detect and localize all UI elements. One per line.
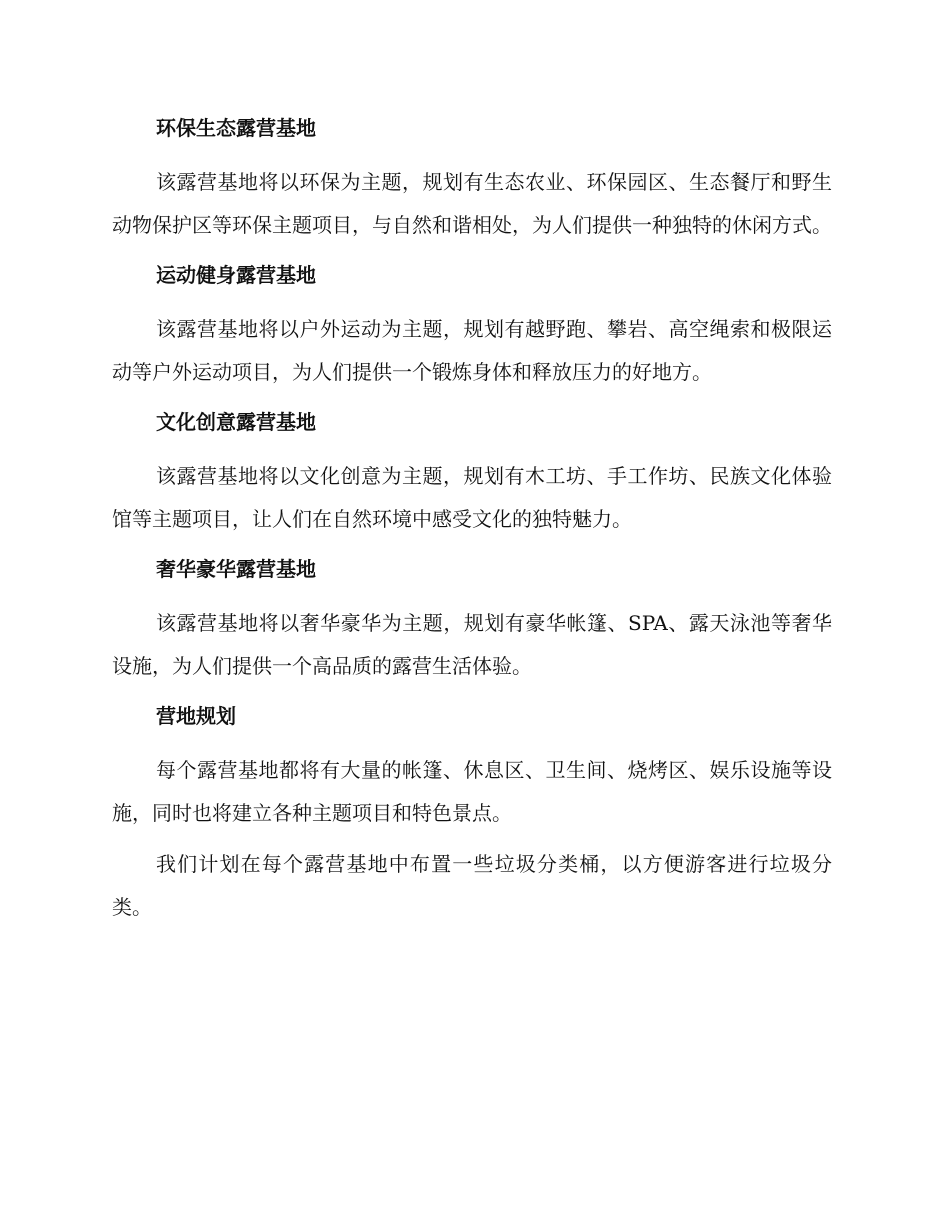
section-paragraph-site-planning-facilities: 每个露营基地都将有大量的帐篷、休息区、卫生间、烧烤区、娱乐设施等设施，同时也将建立各种主题项目和特色景点。 <box>112 758 832 825</box>
section-paragraph-sports-camp: 该露营基地将以户外运动为主题，规划有越野跑、攀岩、高空绳索和极限运动等户外运动项目，为人们提供一个锻炼身体和释放压力的好地方。 <box>112 317 832 384</box>
section-paragraph-site-planning-recycling: 我们计划在每个露营基地中布置一些垃圾分类桶，以方便游客进行垃圾分类。 <box>112 852 832 919</box>
section-heading-sports-camp: 运动健身露营基地 <box>156 263 316 287</box>
section-heading-site-planning: 营地规划 <box>156 704 236 728</box>
section-paragraph-culture-camp: 该露营基地将以文化创意为主题，规划有木工坊、手工作坊、民族文化体验馆等主题项目，让人们在自然环境中感受文化的独特魅力。 <box>112 464 832 531</box>
section-heading-culture-camp: 文化创意露营基地 <box>156 410 316 434</box>
section-heading-luxury-camp: 奢华豪华露营基地 <box>156 557 316 581</box>
section-paragraph-luxury-camp: 该露营基地将以奢华豪华为主题，规划有豪华帐篷、SPA、露天泳池等奢华设施，为人们提供一个高品质的露营生活体验。 <box>112 611 832 678</box>
section-paragraph-eco-camp: 该露营基地将以环保为主题，规划有生态农业、环保园区、生态餐厅和野生动物保护区等环保主题项目，与自然和谐相处，为人们提供一种独特的休闲方式。 <box>112 170 832 237</box>
document-body <box>112 108 832 929</box>
section-heading-eco-camp: 环保生态露营基地 <box>156 116 316 140</box>
